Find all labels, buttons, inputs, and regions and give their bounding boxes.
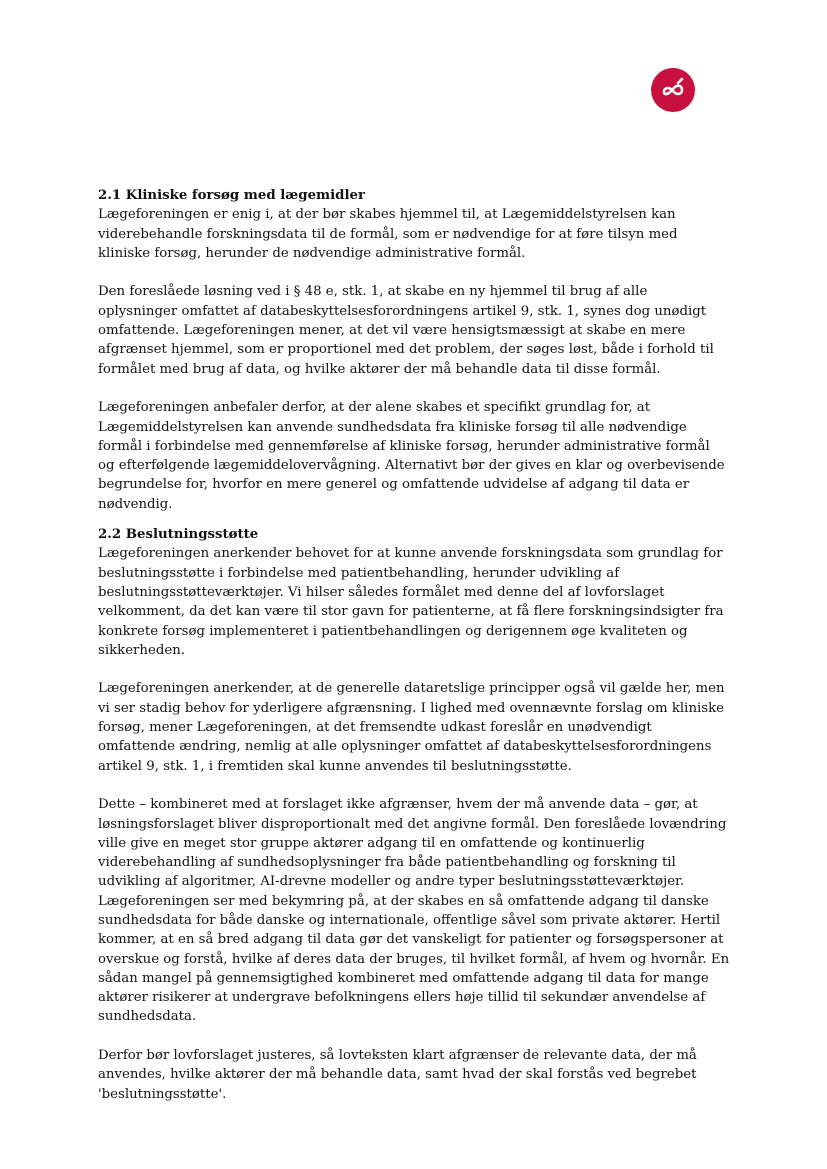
infinity-knot-logo-icon <box>651 68 695 112</box>
section-title: 2.2 Beslutningsstøtte <box>98 527 259 543</box>
section-title: 2.1 Kliniske forsøg med lægemidler <box>98 188 365 203</box>
paragraph: Dette – kombineret med at forslaget ikke afgrænser, hvem der må anvende data – gør, at løsningsforslaget bliver disproportionalt med det angivne formål. Den foreslåede lovændring ville give en meget stor gruppe aktører adgang til en omfattende og kontinuerlig viderebehandling af sundhedsoplysninger fra både patientbehandling og forskning til udvikling af algoritmer, AI-drevne modeller og andre typer beslutningsstøtteværktøjer. Lægeforeningen ser med bekymring på, at der skabes en så omfattende adgang til danske sundhedsdata for både danske og internationale, offentlige såvel som private aktører. Hertil kommer, at en så bred adgang til data gør det vanskeligt for patienter og forsøgspersoner at overskue og forstå, hvilke af deres data der bruges, til hvilket formål, af hvem og hvornår. En sådan mangel på gennemsigtighed kombineret med omfattende adgang til data for mange aktører risikerer at undergrave befolkningens ellers høje tillid til sekundær anvendelse af sundhedsdata. <box>98 797 730 1025</box>
paragraph: Lægeforeningen anerkender behovet for at kunne anvende forskningsdata som grundlag for beslutningsstøtte i forbindelse med patientbehandling, herunder udvikling af beslutningsstøtteværktøjer. Vi hilser således formålet med denne del af lovforslaget velkomment, da det kan være til stor gavn for patienterne, at få flere forskningsindsigter fra konkrete forsøg implementeret i patientbehandlingen og derigennem øge kvaliteten og sikkerheden. <box>98 546 724 658</box>
document-body <box>98 186 730 1104</box>
paragraph: Lægeforeningen anbefaler derfor, at der alene skabes et specifikt grundlag for, at Lægemiddelstyrelsen kan anvende sundhedsdata fra kliniske forsøg til alle nødvendige formål i forbindelse med gennemførelse af kliniske forsøg, herunder administrative formål og efterfølgende lægemiddelovervågning. Alternativt bør der gives en klar og overbevisende begrundelse for, hvorfor en mere generel og omfattende udvidelse af adgang til data er nødvendig. <box>98 400 725 512</box>
paragraph: Derfor bør lovforslaget justeres, så lovteksten klart afgrænser de relevante data, der må anvendes, hvilke aktører der må behandle data, samt hvad der skal forstås ved begrebet 'beslutningsstøtte'. <box>98 1048 697 1102</box>
paragraph: Lægeforeningen er enig i, at der bør skabes hjemmel til, at Lægemiddelstyrelsen kan viderebehandle forskningsdata til de formål, som er nødvendige for at føre tilsyn med kliniske forsøg, herunder de nødvendige administrative formål. <box>98 207 678 261</box>
paragraph: Den foreslåede løsning ved i § 48 e, stk. 1, at skabe en ny hjemmel til brug af alle oplysninger omfattet af databeskyttelsesforordningens artikel 9, stk. 1, synes dog unødigt omfattende. Lægeforeningen mener, at det vil være hensigtsmæssigt at skabe en mere afgrænset hjemmel, som er proportionel med det problem, der søges løst, både i forhold til formålet med brug af data, og hvilke aktører der må behandle data til disse formål. <box>98 284 714 377</box>
paragraph: Lægeforeningen anerkender, at de generelle dataretslige principper også vil gælde her, men vi ser stadig behov for yderligere afgrænsning. I lighed med ovennævnte forslag om kliniske forsøg, mener Lægeforeningen, at det fremsendte udkast foreslår en unødvendigt omfattende ændring, nemlig at alle oplysninger omfattet af databeskyttelsesforordningens artikel 9, stk. 1, i fremtiden skal kunne anvendes til beslutningsstøtte. <box>98 681 725 774</box>
